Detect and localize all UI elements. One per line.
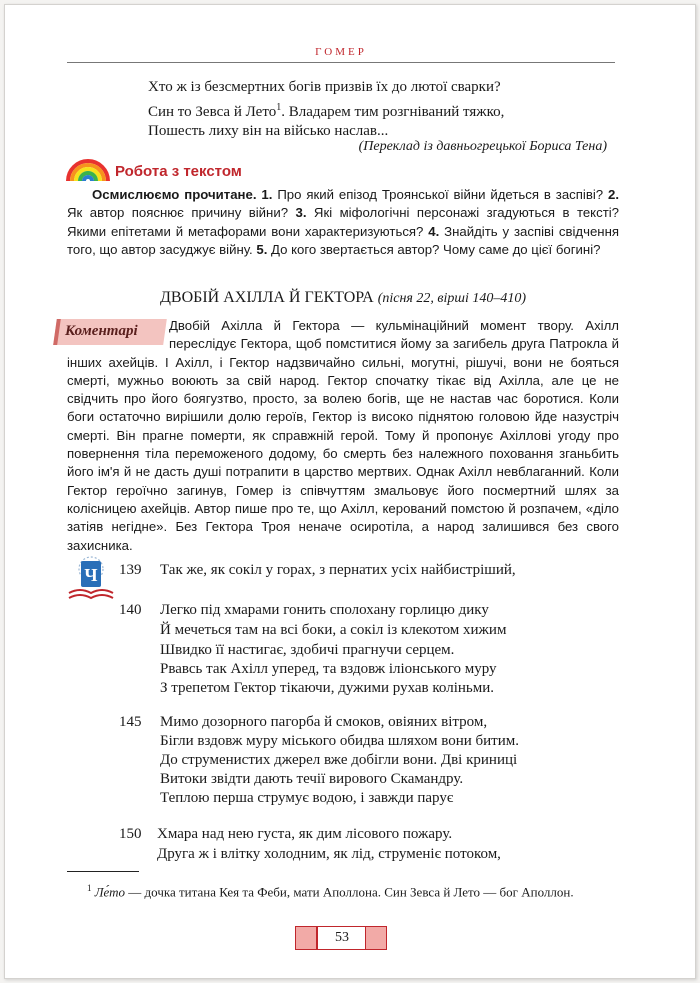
questions-lead: Осмислюємо прочитане. — [92, 187, 257, 202]
textbook-page — [4, 4, 696, 979]
chapter-reference: (пісня 22, вірші 140–410) — [377, 291, 526, 306]
footnote-text: — дочка титана Кея та Феби, мати Аполлона. Син Зевса й Лето — бог Аполлон. — [125, 884, 574, 900]
commentary-text: Двобій Ахілла й Гектора — кульмінаційний момент твору. Ахілл переслідує Гектора, щоб помститися йому за загибель друга Патрокла й інших ахейців. І Ахілл, і Гектор надзвичайно сильні, могутні, рішучі, вони не бояться смерті, мужньо воюють за свій народ. Гектор спочатку тікає від Ахілла, але це не свідчить про його боягузтво, просто, за волею богів, ще не настав час боротися. Коли боги остаточно вирішили долю героїв, Гектор із високо піднятою головою йде назустріч смерті. Він прагне померти, як справжній герой. Тому й пропонує Ахіллові угоду про повернення тіла переможеного додому, бо смерть без належного поховання зганьбить його ім'я й не дасть душі потрапити в царство мертвих. Однак Ахілл невблаганний. Коли Гектор героїчно загинув, Гомер із співчуттям змальовує його посмертний шлях за колісницею ахейців. Автор пише про те, що Ахілл, керований помстою й розпачем, «діло затіяв негідне». Без Гектора Троя неначе осиротіла, а народ залишився без свого захисника. — [67, 318, 619, 553]
question-number: 4. — [428, 223, 440, 239]
page-box-right — [365, 926, 387, 950]
question-number: 2. — [608, 187, 619, 202]
questions-block — [67, 186, 619, 259]
poem-line: Швидко її настигає, здобичі прагнучи серцем. — [160, 642, 455, 658]
commentary-tag — [55, 319, 161, 347]
page-number-box — [295, 926, 387, 950]
poem-line: Витоки звідти дають течії вирового Скамандру. — [160, 771, 464, 787]
logo-letter: Ч — [84, 565, 98, 585]
footnote-rule — [67, 871, 139, 872]
poem-line: Легко під хмарами гонить сполохану горлицю дику — [160, 602, 489, 618]
poem-line: Мимо дозорного пагорба й смоков, овіяних вітром, — [160, 714, 488, 730]
page-box-left — [295, 926, 317, 950]
section-title: Робота з текстом — [115, 163, 242, 180]
header-rule — [67, 62, 615, 63]
running-head: ГОМЕР — [315, 46, 367, 58]
question-text: Як автор пояснює причину війни? — [67, 205, 296, 221]
verse-line: Пошесть лиху він на військо наслав... — [148, 123, 389, 139]
line-number: 140 — [119, 602, 142, 618]
poem-line: Рвавсь так Ахілл уперед, та вздовж іліонського муру — [160, 661, 497, 677]
poem-line: Так же, як сокіл у горах, з пернатих усіх найбистріший, — [160, 562, 516, 578]
footnote-ref[interactable]: 1 — [276, 101, 282, 113]
footnote — [87, 883, 574, 900]
page-number: 53 — [317, 926, 367, 950]
reading-book-icon — [63, 555, 119, 605]
poem-line: До струменистих джерел вже добігли вони. Дві криниці — [160, 752, 518, 768]
question-text: До кого звертається автор? Чому саме до цієї богині? — [267, 241, 601, 257]
question-number: 3. — [295, 205, 307, 221]
line-number: 139 — [119, 562, 142, 578]
question-text: Які міфологічні персонажі згадуються в тексті? Якими епітетами й метафорами вони характеризуються? — [67, 205, 619, 239]
question-number: 5. — [256, 241, 268, 257]
commentary-block — [67, 317, 619, 555]
poem-line: Й мечеться там на всі боки, а сокіл із клекотом хижим — [160, 622, 507, 638]
line-number: 150 — [119, 826, 142, 842]
chapter-title: ДВОБІЙ АХІЛЛА Й ГЕКТОРА — [160, 289, 374, 306]
poem-line: Бігли вздовж муру міського обидва шляхом вони битим. — [160, 733, 519, 749]
question-number: 1. — [261, 187, 273, 202]
rainbow-icon — [65, 155, 111, 183]
footnote-term: Ле́то — [94, 884, 126, 900]
poem-line: З трепетом Гектор тікаючи, дужими рухав коліньми. — [160, 680, 494, 696]
chapter-heading — [67, 289, 619, 307]
commentary-tag-label: Коментарі — [65, 323, 138, 339]
line-number: 145 — [119, 714, 142, 730]
footnote-mark: 1 — [87, 883, 92, 893]
question-text: Про який епізод Троянської війни йдеться в заспіві? — [272, 187, 608, 202]
poem-line: Теплою перша струмує водою, і завжди парує — [160, 790, 454, 806]
question-text: Знайдіть у заспіві свідчення того, що автор засуджує війну. — [67, 223, 619, 257]
poem-line: Хмара над нею густа, як дим лісового пожару. — [157, 826, 453, 842]
translation-credit: (Переклад із давньогрецької Бориса Тена) — [358, 139, 607, 154]
epic-opening-verse — [148, 78, 504, 142]
section-header — [65, 155, 305, 183]
verse-line: Хто ж із безсмертних богів призвів їх до лютої сварки? — [148, 79, 501, 95]
verse-line: Син то Зевса й Лето$^1$. Владарем тим розгніваний тяжко, — [148, 101, 505, 120]
poem-line: Друга ж і влітку холодним, як лід, струменіє потоком, — [157, 846, 501, 862]
